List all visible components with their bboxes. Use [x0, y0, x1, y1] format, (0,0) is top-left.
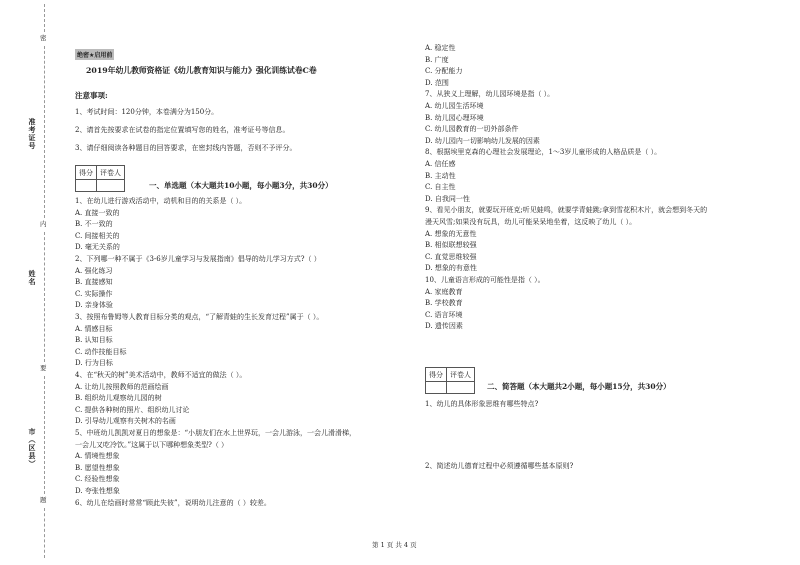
grader-cell[interactable] — [447, 382, 475, 394]
question-option: B. 幼儿园心理环境 — [425, 113, 484, 122]
question-option: B. 不一致的 — [75, 220, 113, 229]
score-label: 得分 — [76, 166, 97, 180]
question-option: D. 毫无关系的 — [75, 243, 120, 252]
section-heading: 二、简答题（本大题共2小题，每小题15分，共30分） — [487, 382, 671, 391]
seal-line-3 — [44, 110, 45, 218]
question-option: C. 间接相关的 — [75, 231, 120, 240]
question-stem: 9、看见小朋友，就要玩开班克;听见蛙鸣，就要学青蛙跳;拿到雪花积木片，就会想到冬天的 — [425, 206, 708, 215]
question-option: B. 直接感知 — [75, 278, 113, 287]
question-option: C. 实际操作 — [75, 289, 113, 298]
seal-line-4 — [44, 232, 45, 362]
question-stem: 5、中班幼儿凯凯对夏日的想象是：“小朋友们在水上世界玩，一会儿游泳，一会儿滑滑梯， — [75, 429, 357, 437]
question-stem: 7、从狭义上理解，幼儿园环境是指（ ）。 — [425, 90, 555, 99]
question-stem: 8、根据埃里克森的心理社会发展理论，1～3岁儿童形成的人格品质是（ ）。 — [425, 148, 662, 157]
seal-line-5 — [44, 376, 45, 494]
grader-label: 评卷人 — [447, 368, 475, 382]
question-option: B. 认知目标 — [75, 336, 113, 345]
note-item: 2、请首先按要求在试卷的指定位置填写您的姓名，准考证号等信息。 — [75, 126, 290, 134]
question-option: C. 语言环境 — [425, 310, 463, 319]
question-option: B. 愿望性想象 — [75, 463, 120, 472]
name-label: 姓名 — [28, 270, 36, 286]
question-option: D. 亲身体验 — [75, 301, 113, 310]
question-option: C. 自主性 — [425, 183, 456, 192]
question-stem: 2、下列哪一种不属于《3-6岁儿童学习与发展指南》倡导的幼儿学习方式?（ ） — [75, 255, 321, 263]
question-option: D. 行为目标 — [75, 359, 113, 368]
seal-line-2 — [44, 46, 45, 108]
question-option: A. 想象的无意性 — [425, 229, 477, 238]
question-option: C. 提供各种树的照片、组织幼儿讨论 — [75, 405, 190, 414]
short-answer-question: 2、简述幼儿德育过程中必须遵循哪些基本原则? — [425, 462, 574, 470]
question-option: A. 家庭教育 — [425, 287, 463, 296]
question-option: B. 主动性 — [425, 171, 456, 180]
question-option: A. 稳定性 — [425, 44, 456, 52]
question-option: B. 广度 — [425, 55, 449, 64]
question-stem: 一会儿又吃冷饮。”这属于以下哪种想象类型?（ ） — [75, 440, 229, 449]
question-stem: 1、在幼儿进行游戏活动中，动机和目的的关系是（ ）。 — [75, 197, 247, 205]
question-option: D. 幼儿园内一切影响幼儿发展的因素 — [425, 136, 540, 145]
question-option: D. 想象的有意性 — [425, 264, 477, 273]
seal-char: 密 — [40, 34, 47, 42]
confidential-stamp: 绝密★启用前 — [75, 49, 114, 60]
score-cell[interactable] — [426, 382, 447, 394]
grader-cell[interactable] — [97, 180, 125, 192]
county-label: 市（区县） — [28, 428, 36, 468]
question-option: C. 分配能力 — [425, 67, 463, 76]
score-label: 得分 — [426, 368, 447, 382]
section-heading: 一、单选题（本大题共10小题，每小题3分，共30分） — [149, 181, 333, 190]
question-stem: 3、按照布鲁姆等人教育目标分类的观点，“了解青蛙的生长发育过程”属于（ ）。 — [75, 313, 324, 321]
question-stem: 10、儿童语言形成的可能性是指（ ）。 — [425, 276, 545, 284]
exam-number-label: 准考证号 — [28, 118, 36, 150]
score-box — [425, 367, 475, 394]
notes-heading: 注意事项: — [75, 91, 108, 100]
question-option: D. 遗传因素 — [425, 322, 463, 331]
question-option: B. 相似联想较强 — [425, 241, 477, 250]
question-option: D. 夸张性想象 — [75, 487, 120, 495]
seal-char: 要 — [40, 364, 47, 372]
seal-line-1 — [44, 4, 45, 32]
seal-line-6 — [44, 508, 45, 558]
question-option: C. 直觉思维较强 — [425, 252, 477, 261]
note-item: 1、考试时间：120分钟，本卷满分为150分。 — [75, 108, 219, 116]
seal-char: 内 — [40, 220, 47, 228]
question-option: C. 动作技能目标 — [75, 347, 127, 356]
question-option: B. 组织幼儿观察幼儿园的树 — [75, 394, 162, 403]
question-option: A. 信任感 — [425, 160, 456, 168]
question-option: A. 直接一致的 — [75, 208, 120, 217]
question-option: A. 幼儿园生活环境 — [425, 102, 484, 110]
note-item: 3、请仔细阅读各种题目的回答要求，在密封线内答题，否则不予评分。 — [75, 144, 297, 152]
question-stem: 6、幼儿在绘画时常常“顾此失彼”，说明幼儿注意的（ ）较差。 — [75, 498, 271, 507]
score-cell[interactable] — [76, 180, 97, 192]
grader-label: 评卷人 — [97, 166, 125, 180]
question-option: C. 经验性想象 — [75, 475, 120, 484]
question-stem: 漫天风雪;如果没有玩具，幼儿可能呆呆地坐着，这反映了幼儿（ ）。 — [425, 218, 637, 226]
question-option: A. 情境性想象 — [75, 452, 120, 461]
question-option: A. 强化练习 — [75, 266, 113, 275]
question-option: D. 范围 — [425, 78, 449, 87]
question-stem: 4、在“秋天的树”美术活动中，教师不适宜的做法（ ）。 — [75, 371, 247, 379]
question-option: B. 学校教育 — [425, 299, 463, 308]
page-footer: 第 1 页 共 4 页 — [372, 541, 417, 549]
question-option: D. 引导幼儿观察有关树木的名画 — [75, 417, 176, 426]
question-option: C. 幼儿园教育的一切外部条件 — [425, 125, 519, 134]
paper-title: 2019年幼儿教师资格证《幼儿教育知识与能力》强化训练试卷C卷 — [86, 66, 317, 75]
question-option: D. 自我同一性 — [425, 194, 470, 203]
question-option: A. 情感目标 — [75, 324, 113, 333]
seal-char: 题 — [40, 496, 47, 504]
question-option: A. 让幼儿按照教师的范画绘画 — [75, 382, 169, 391]
score-box — [75, 165, 125, 192]
short-answer-question: 1、幼儿的具体形象思维有哪些特点? — [425, 400, 539, 408]
